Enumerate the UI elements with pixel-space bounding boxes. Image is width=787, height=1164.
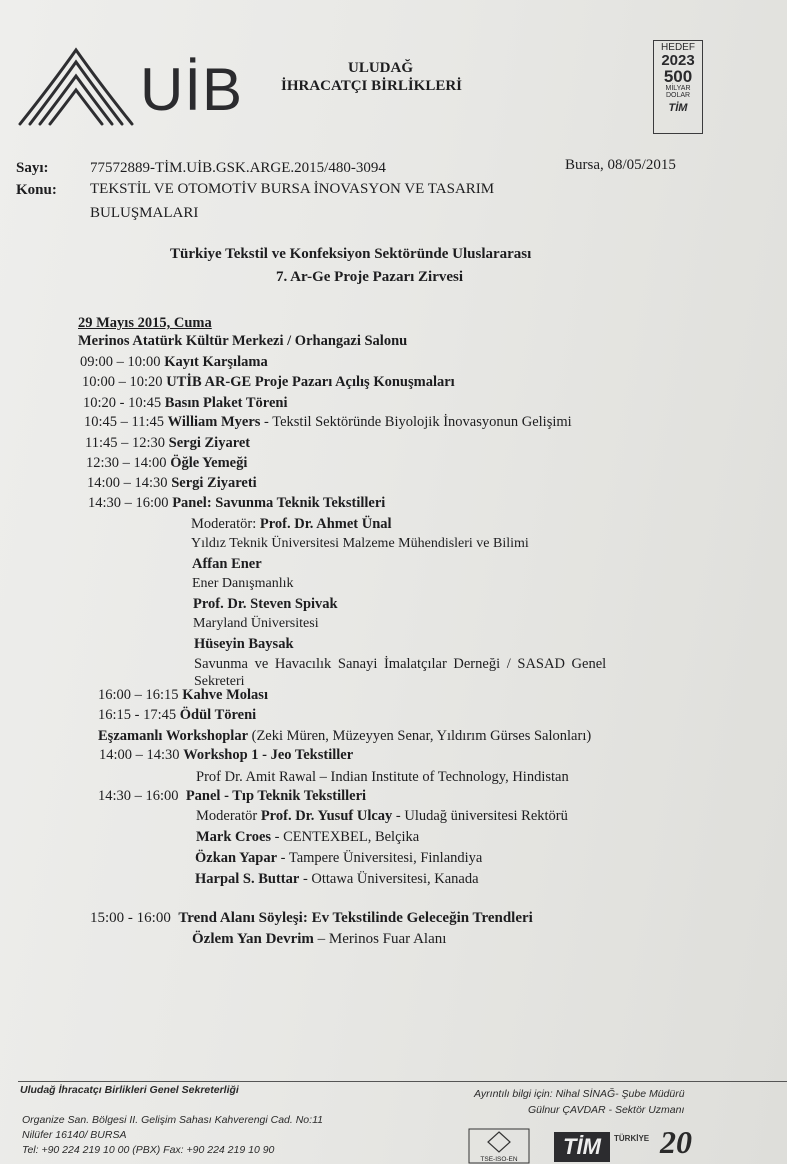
workshops-title: Eşzamanlı Workshoplar [98, 728, 248, 744]
schedule-row [83, 395, 288, 412]
panel1-speaker-1-name: Affan Ener [192, 556, 262, 572]
footer-contact-1: Ayrıntılı bilgi için: Nihal SİNAĞ- Şube Müdürü [474, 1088, 685, 1100]
row-title: Basın Plaket Töreni [164, 395, 288, 411]
uib-logo-icon [12, 46, 142, 128]
schedule-row [86, 455, 247, 472]
row-time: 14:00 – 14:30 [99, 747, 180, 763]
row-time: 11:45 – 12:30 [85, 435, 166, 451]
row-time: 14:00 – 14:30 [87, 475, 168, 491]
footer-org: Uludağ İhracatçı Birlikleri Genel Sekreterliği [20, 1084, 239, 1096]
moderator-name: Prof. Dr. Ahmet Ünal [259, 516, 392, 532]
workshop-2-row [98, 788, 366, 805]
workshops-rooms: (Zeki Müren, Müzeyyen Senar, Yıldırım Gürses Salonları) [248, 728, 592, 744]
konu-line-1: TEKSTİL VE OTOMOTİV BURSA İNOVASYON VE TASARIM [90, 181, 495, 197]
row-time: 10:20 - 10:45 [83, 395, 162, 411]
moderator-name: Prof. Dr. Yusuf Ulcay [260, 808, 393, 824]
schedule-row [80, 354, 268, 371]
row-title: Panel: Savunma Teknik Tekstilleri [172, 495, 386, 511]
row-time: 12:30 – 14:00 [86, 455, 167, 471]
row-time: 10:45 – 11:45 [84, 414, 165, 430]
row-title: William Myers [167, 414, 261, 430]
org-line-2: İHRACATÇI BİRLİKLERİ [281, 78, 463, 94]
schedule-row [88, 495, 385, 512]
panel1-speaker-3-org: Savunma ve Havacılık Sanayi İmalatçılar Derneği / SASAD Genel [194, 656, 607, 672]
speaker-name: Özkan Yapar [195, 850, 278, 866]
logo-brand-text: UİB [140, 56, 244, 123]
trend-row [90, 910, 533, 927]
row-title: Ödül Töreni [179, 707, 257, 723]
program-venue: Merinos Atatürk Kültür Merkezi / Orhangazi Salonu [78, 333, 408, 349]
footer-address-2: Nilüfer 16140/ BURSA [22, 1129, 127, 1141]
row-title: Trend Alanı Söyleşi: Ev Tekstilinde Geleceğin Trendleri [178, 910, 533, 926]
speaker-name: Mark Croes [196, 829, 272, 845]
panel1-speaker-3-org-2: Sekreteri [194, 674, 245, 689]
tim-badge-text: TÜRKİYE [614, 1134, 650, 1143]
speaker-org: - CENTEXBEL, Belçika [271, 829, 420, 845]
hedef-line1: HEDEF [661, 42, 695, 53]
letter-date: Bursa, 08/05/2015 [565, 157, 676, 173]
row-title: UTİB AR-GE Proje Pazarı Açılış Konuşmaları [166, 374, 455, 390]
org-line-1: ULUDAĞ [348, 60, 414, 76]
workshop-2-moderator [196, 808, 568, 825]
row-title: Sergi Ziyareti [171, 475, 257, 491]
konu-line-2: BULUŞMALARI [90, 205, 199, 221]
row-time: 10:00 – 10:20 [82, 374, 163, 390]
row-title: Workshop 1 - Jeo Tekstiller [183, 747, 354, 763]
speaker-name: Özlem Yan Devrim [192, 931, 314, 947]
panel1-speaker-3-name: Hüseyin Baysak [194, 636, 294, 652]
row-title: Panel - Tıp Teknik Tekstilleri [185, 788, 367, 804]
tim-20-badge: 20 [660, 1124, 692, 1160]
footer-contact-2: Gülnur ÇAVDAR - Sektör Uzmanı [528, 1104, 685, 1116]
hedef-line5: DOLAR [665, 92, 691, 99]
panel1-speaker-2-org: Maryland Üniversitesi [193, 616, 319, 631]
title-line-1: Türkiye Tekstil ve Konfeksiyon Sektöründe Uluslararası [170, 246, 532, 262]
tse-cert-icon [468, 1128, 530, 1164]
schedule-row [82, 374, 455, 391]
hedef-line4: MİLYAR [665, 85, 691, 92]
row-title: Öğle Yemeği [170, 455, 248, 471]
workshop-2-speaker-3 [195, 871, 479, 888]
hedef-line3: 500 [663, 67, 693, 86]
tse-cert-text: TSE-ISO-EN [480, 1156, 518, 1163]
footer-address-1: Organize San. Bölgesi II. Gelişim Sahası Kahverengi Cad. No:11 [22, 1114, 323, 1126]
workshop-1-row [99, 747, 353, 764]
row-time: 14:30 – 16:00 [88, 495, 169, 511]
moderator-label: Moderatör: [191, 516, 260, 532]
panel1-moderator-org: Yıldız Teknik Üniversitesi Malzeme Mühendisleri ve Bilimi [191, 536, 529, 551]
tim-logo: TİM [554, 1132, 610, 1162]
row-title: Kahve Molası [182, 687, 268, 703]
moderator-label: Moderatör [196, 808, 261, 824]
schedule-row [87, 475, 257, 492]
panel1-moderator [191, 516, 392, 533]
panel1-speaker-2-name: Prof. Dr. Steven Spivak [193, 596, 338, 612]
row-time: 14:30 – 16:00 [98, 788, 179, 804]
row-title: Sergi Ziyaret [168, 435, 251, 451]
row-time: 16:00 – 16:15 [98, 687, 179, 703]
workshop-1-speaker: Prof Dr. Amit Rawal – Indian Institute of Technology, Hindistan [196, 769, 569, 785]
hedef-line6: TİM [668, 102, 688, 114]
footer-tel: Tel: +90 224 219 10 00 (PBX) Fax: +90 224 219 10 90 [22, 1144, 275, 1156]
sayi-label: Sayı: [16, 160, 49, 176]
hedef-2023-badge [653, 40, 703, 134]
schedule-row [98, 707, 256, 724]
schedule-row [98, 687, 268, 704]
title-line-2: 7. Ar-Ge Proje Pazarı Zirvesi [276, 269, 464, 285]
row-detail: - Tekstil Sektöründe Biyolojik İnovasyonun Gelişimi [260, 414, 572, 430]
workshops-heading [98, 728, 591, 745]
workshop-2-speaker-2 [195, 850, 482, 867]
speaker-name: Harpal S. Buttar [195, 871, 300, 887]
schedule-row [84, 414, 572, 431]
konu-label: Konu: [16, 182, 57, 198]
workshop-2-speaker-1 [196, 829, 419, 846]
speaker-org: - Tampere Üniversitesi, Finlandiya [277, 850, 483, 866]
schedule-row [85, 435, 250, 452]
panel1-speaker-1-org: Ener Danışmanlık [192, 576, 294, 591]
row-time: 16:15 - 17:45 [98, 707, 177, 723]
footer-divider [18, 1081, 787, 1082]
program-date-heading: 29 Mayıs 2015, Cuma [78, 315, 212, 331]
row-time: 15:00 - 16:00 [90, 910, 171, 926]
trend-speaker [192, 931, 446, 948]
row-title: Kayıt Karşılama [164, 354, 268, 370]
row-time: 09:00 – 10:00 [80, 354, 161, 370]
hedef-line2: 2023 [661, 52, 695, 69]
speaker-org: - Ottawa Üniversitesi, Kanada [299, 871, 479, 887]
sayi-value: 77572889-TİM.UİB.GSK.ARGE.2015/480-3094 [90, 160, 386, 176]
trend-place: – Merinos Fuar Alanı [313, 931, 447, 947]
moderator-org: - Uludağ üniversitesi Rektörü [392, 808, 568, 824]
